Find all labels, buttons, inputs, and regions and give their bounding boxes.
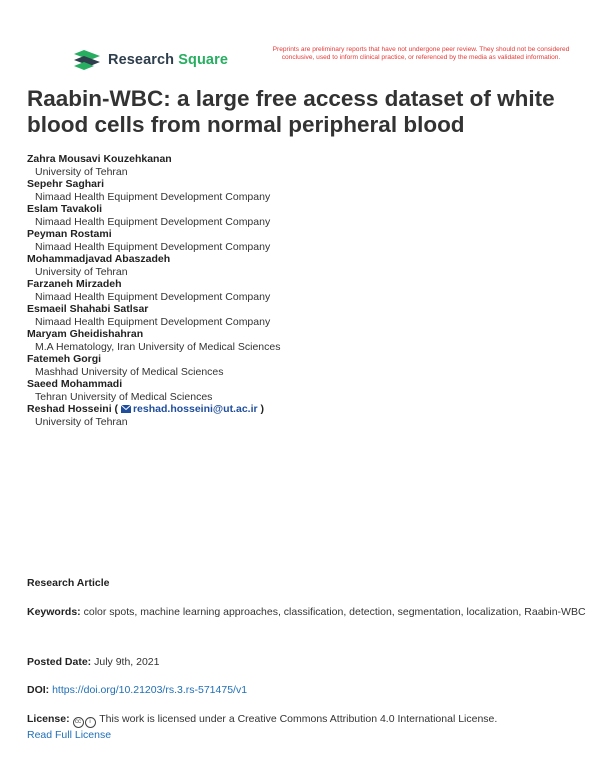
author-entry	[27, 253, 587, 278]
author-entry	[27, 228, 587, 253]
author-name: Mohammadjavad Abaszadeh	[27, 253, 171, 265]
author-affiliation: Nimaad Health Equipment Development Company	[35, 191, 271, 203]
author-entry	[27, 203, 587, 228]
posted-date-label: Posted Date:	[27, 656, 92, 668]
author-affiliation: Mashhad University of Medical Sciences	[35, 366, 224, 378]
doi	[27, 683, 587, 698]
research-square-logo[interactable]	[74, 50, 228, 70]
corresponding-author-entry	[27, 403, 587, 428]
preprint-notice: Preprints are preliminary reports that have not undergone peer review. They should not be considered conclusive, used to inform clinical practice, or referenced by the media as validated information.	[272, 46, 570, 61]
author-entry	[27, 353, 587, 378]
author-entry	[27, 378, 587, 403]
keywords	[27, 605, 587, 620]
posted-date	[27, 655, 587, 670]
author-name: Peyman Rostami	[27, 228, 112, 240]
author-name: Zahra Mousavi Kouzehkanan	[27, 153, 172, 165]
research-square-logo-icon	[74, 50, 100, 70]
author-entry	[27, 303, 587, 328]
author-affiliation: M.A Hematology, Iran University of Medical Sciences	[35, 341, 281, 353]
keywords-value: color spots, machine learning approaches, classification, detection, segmentation, localization, Raabin-WBC	[83, 606, 586, 618]
author-entry	[27, 178, 587, 203]
author-name: Saeed Mohammadi	[27, 378, 123, 390]
paper-title: Raabin-WBC: a large free access dataset of white blood cells from normal peripheral blood	[27, 86, 555, 137]
doi-label: DOI:	[27, 684, 50, 696]
doi-link[interactable]: https://doi.org/10.21203/rs.3.rs-571475/v1	[52, 684, 248, 696]
envelope-icon	[121, 405, 131, 413]
author-email: reshad.hosseini@ut.ac.ir	[132, 403, 258, 415]
cc-icon: cc	[73, 717, 84, 728]
read-full-license-link[interactable]: Read Full License	[27, 729, 112, 741]
corresponding-author-name: Reshad Hosseini ( reshad.hosseini@ut.ac.ir )	[27, 403, 265, 415]
keywords-label: Keywords:	[27, 606, 81, 618]
author-affiliation: Nimaad Health Equipment Development Company	[35, 216, 271, 228]
header	[74, 46, 574, 78]
author-affiliation: Nimaad Health Equipment Development Company	[35, 241, 271, 253]
author-affiliation: Nimaad Health Equipment Development Company	[35, 316, 271, 328]
author-entry	[27, 278, 587, 303]
author-entry	[27, 153, 587, 178]
author-email-link[interactable]	[121, 403, 258, 415]
author-name: Esmaeil Shahabi Satlsar	[27, 303, 149, 315]
author-affiliation: University of Tehran	[35, 416, 128, 428]
posted-date-value: July 9th, 2021	[94, 656, 160, 668]
author-affiliation: University of Tehran	[35, 166, 128, 178]
license-text: This work is licensed under a Creative Commons Attribution 4.0 International License.	[99, 713, 498, 725]
author-affiliation: Tehran University of Medical Sciences	[35, 391, 213, 403]
article-type: Research Article	[27, 577, 110, 589]
by-icon: i	[85, 717, 96, 728]
license	[27, 712, 587, 743]
license-label: License:	[27, 713, 70, 725]
logo-text: Research Square	[108, 52, 228, 68]
author-name: Maryam Gheidishahran	[27, 328, 144, 340]
author-affiliation: University of Tehran	[35, 266, 128, 278]
author-affiliation: Nimaad Health Equipment Development Company	[35, 291, 271, 303]
author-name: Eslam Tavakoli	[27, 203, 103, 215]
author-list	[27, 153, 587, 428]
author-name: Farzaneh Mirzadeh	[27, 278, 122, 290]
author-name: Reshad Hosseini	[27, 403, 112, 415]
author-name: Sepehr Saghari	[27, 178, 105, 190]
author-entry	[27, 328, 587, 353]
author-name: Fatemeh Gorgi	[27, 353, 102, 365]
